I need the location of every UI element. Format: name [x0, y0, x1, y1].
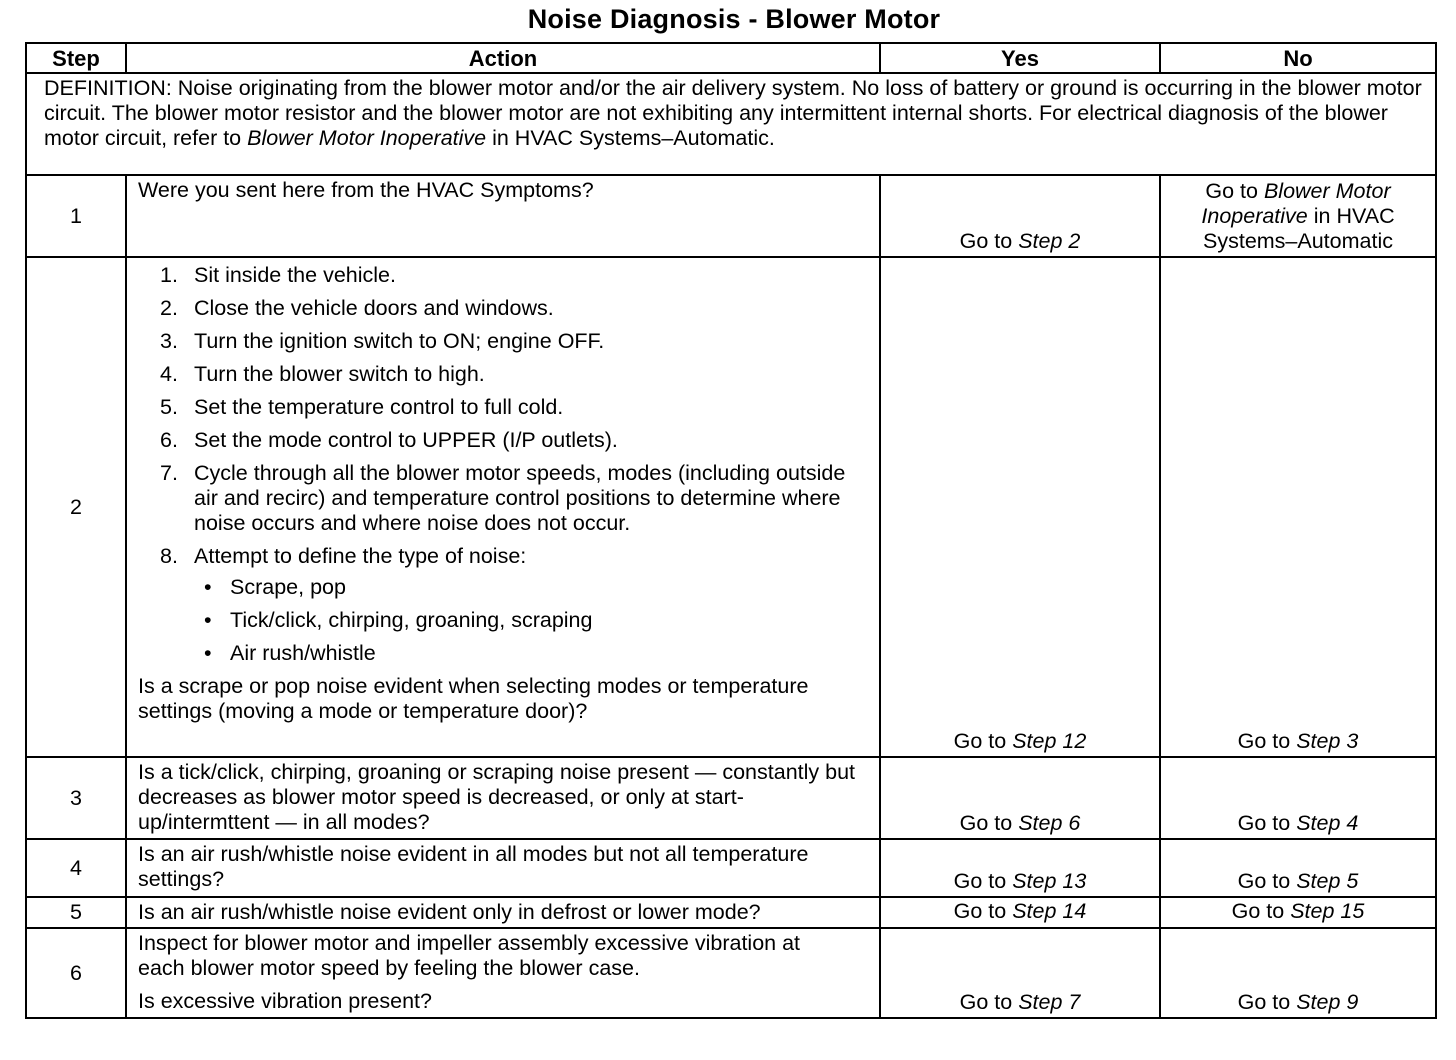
noise-type-item: • Tick/click, chirping, groaning, scraping [194, 608, 871, 633]
definition-text: DEFINITION: Noise originating from the blower motor and/or the air delivery system. No loss of battery or ground is occurring in the blower motor circuit. The blower motor resistor and the blower motor are not exhibiting any intermittent internal shorts. For electrical diagnosis of the blower motor circuit, refer to [44, 76, 1422, 150]
action-text: Inspect for blower motor and impeller assembly excessive vibration at each blower motor speed by feeling the blower case. [138, 931, 801, 980]
yes-cell [880, 839, 1160, 897]
action-cell [126, 257, 880, 757]
action-cell [126, 928, 880, 1018]
noise-type-item: • Scrape, pop [194, 575, 871, 600]
procedure-item: 3. Turn the ignition switch to ON; engine OFF. [160, 329, 605, 353]
no-cell [1160, 257, 1436, 757]
action-text: Is an air rush/whistle noise evident in all modes but not all temperature settings? [138, 842, 809, 891]
go-to-label: Go to [959, 811, 1019, 835]
action-cell [126, 175, 880, 257]
header-action: Action [126, 43, 880, 73]
go-to-label: Go to [1205, 179, 1264, 203]
procedure-item: 6. Set the mode control to UPPER (I/P outlets). [160, 428, 618, 452]
procedure-item: 2. Close the vehicle doors and windows. [160, 296, 554, 320]
definition-tail: in HVAC Systems–Automatic. [486, 126, 775, 150]
procedure-item: 8. Attempt to define the type of noise: • Scrape, pop • Tick/click, chirping, groaning, scraping • Air rush/whistle [138, 544, 871, 666]
action-cell [126, 839, 880, 897]
yes-cell [880, 257, 1160, 757]
step-number: 4 [26, 839, 126, 897]
no-step-reference: Step 15 [1290, 899, 1365, 923]
step-number: 3 [26, 757, 126, 839]
go-to-label: Go to [1237, 990, 1297, 1014]
go-to-label: Go to [959, 990, 1019, 1014]
action-cell [126, 897, 880, 928]
no-cell [1160, 839, 1436, 897]
go-to-label: Go to [953, 899, 1013, 923]
go-to-label: Go to [953, 869, 1013, 893]
procedure-item: 1. Sit inside the vehicle. [160, 263, 396, 287]
table-row [26, 928, 1436, 1018]
table-row [26, 257, 1436, 757]
step-number: 1 [26, 175, 126, 257]
diagnosis-table [25, 42, 1437, 1019]
no-step-reference: Step 9 [1296, 990, 1359, 1014]
yes-cell [880, 897, 1160, 928]
go-to-label: Go to [1237, 729, 1297, 753]
question-text: Is a scrape or pop noise evident when selecting modes or temperature settings (moving a mode or temperature door)? [138, 674, 809, 723]
definition-reference: Blower Motor Inoperative [247, 126, 487, 150]
no-cell [1160, 175, 1436, 257]
yes-step-reference: Step 12 [1012, 729, 1087, 753]
yes-step-reference: Step 7 [1018, 990, 1081, 1014]
noise-type-list [194, 575, 871, 666]
yes-step-reference: Step 6 [1018, 811, 1081, 835]
yes-cell [880, 928, 1160, 1018]
no-cell [1160, 928, 1436, 1018]
go-to-label: Go to [959, 229, 1019, 253]
table-row [26, 757, 1436, 839]
action-text: Is an air rush/whistle noise evident only in defrost or lower mode? [138, 900, 761, 924]
yes-cell [880, 757, 1160, 839]
header-no: No [1160, 43, 1436, 73]
step-number: 5 [26, 897, 126, 928]
no-step-reference: Step 5 [1296, 869, 1359, 893]
yes-cell [880, 175, 1160, 257]
yes-step-reference: Step 14 [1012, 899, 1087, 923]
header-row [26, 43, 1436, 73]
definition-row [26, 73, 1436, 175]
header-step: Step [26, 43, 126, 73]
question-text: Is excessive vibration present? [138, 989, 432, 1013]
header-yes: Yes [880, 43, 1160, 73]
procedure-item: 5. Set the temperature control to full cold. [160, 395, 564, 419]
table-row [26, 175, 1436, 257]
procedure-item: 4. Turn the blower switch to high. [160, 362, 485, 386]
yes-step-reference: Step 2 [1018, 229, 1081, 253]
table-row [26, 897, 1436, 928]
yes-step-reference: Step 13 [1012, 869, 1087, 893]
definition-cell [26, 73, 1436, 175]
procedure-item: 7. Cycle through all the blower motor speeds, modes (including outside air and recirc) and temperature control positions to determine where noise occurs and where noise does not occur. [160, 461, 846, 535]
go-to-label: Go to [1237, 869, 1297, 893]
no-reference-tail: in HVAC Systems–Automatic [1203, 204, 1395, 253]
go-to-label: Go to [1231, 899, 1291, 923]
go-to-label: Go to [953, 729, 1013, 753]
go-to-label: Go to [1237, 811, 1297, 835]
action-text: Were you sent here from the HVAC Symptoms? [138, 178, 594, 202]
page-title: Noise Diagnosis - Blower Motor [527, 4, 941, 34]
step-number: 2 [26, 257, 126, 757]
action-text: Is a tick/click, chirping, groaning or scraping noise present — constantly but decreases as blower motor speed is decreased, or only at start-up/intermttent — in all modes? [138, 760, 856, 834]
table-row [26, 839, 1436, 897]
no-step-reference: Step 3 [1296, 729, 1359, 753]
no-cell [1160, 757, 1436, 839]
step-number: 6 [26, 928, 126, 1018]
noise-type-item: • Air rush/whistle [194, 641, 871, 666]
no-cell [1160, 897, 1436, 928]
no-step-reference: Step 4 [1296, 811, 1359, 835]
procedure-list [138, 263, 871, 666]
no-reference: Blower Motor Inoperative [1201, 179, 1391, 228]
action-cell [126, 757, 880, 839]
